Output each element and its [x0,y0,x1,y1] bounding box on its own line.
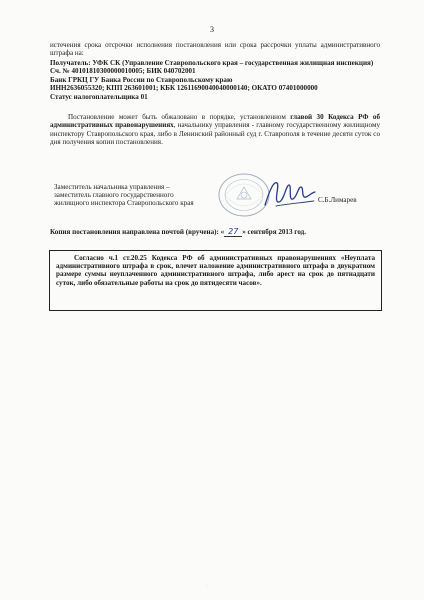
payment-status: Статус налогоплательщика 01 [50,92,148,101]
signatory-line-1: Заместитель начальника управления – [54,183,170,191]
paragraph-payment-deadline: истечения срока отсрочки исполнения постановления или срока рассрочки уплаты административного штрафа на: [50,41,380,58]
copy-notice-suffix: » сентября 2013 год. [242,228,307,236]
appeal-text-2: , начальнику управления - главному государственному жилищному инспектору Ставропольского края, либо в Ленинский районный суд г. Ставрополя в течение десяти суток со дня получения копии постановления. [50,121,380,147]
appeal-text-bold: главой 30 Кодекса РФ об административных правонарушениях [50,113,380,130]
signatory-name: С.Б.Лимарев [318,196,357,204]
paragraph-appeal [50,113,380,147]
signatory-title [54,183,214,208]
copy-notice [50,228,390,237]
penalty-warning-box: Согласно ч.1 ст.20.25 Кодекса РФ об административных правонарушениях «Неуплата административного штрафа в срок, влечет наложение административного штрафа в двукратном размере суммы неуплаченного административного штрафа, либо арест на срок до пятнадцати суток, либо обязательные работы на срок до пятидесяти часов». [49,250,382,311]
handwritten-signature [262,175,318,211]
copy-notice-day: 27 [224,228,242,237]
payment-recipient: Получатель: УФК СК (Управление Ставропольского края – государственная жилищная инспекция) [50,59,374,67]
signatory-line-3: жилищного инспектора Ставропольского края [54,199,194,208]
page-mark: · [206,584,208,589]
appeal-text-1: Постановление может быть обжаловано в порядке, установленном [68,113,291,121]
payment-account: Сч. № 40101810300000010005; БИК 040702001 [50,67,196,76]
payment-codes: ИНН2636055320; КПП 263601001; КБК 12611690040040000140; ОКАТО 07401000000 [50,84,318,93]
payment-details [50,59,380,101]
copy-notice-prefix: Копия постановления направлена почтой (вручена): « [50,228,225,236]
page-number: 3 [210,25,214,34]
signatory-line-2: заместитель главного государственного [54,191,174,200]
payment-bank: Банк ГРКЦ ГУ Банка России по Ставропольскому краю [50,75,233,84]
